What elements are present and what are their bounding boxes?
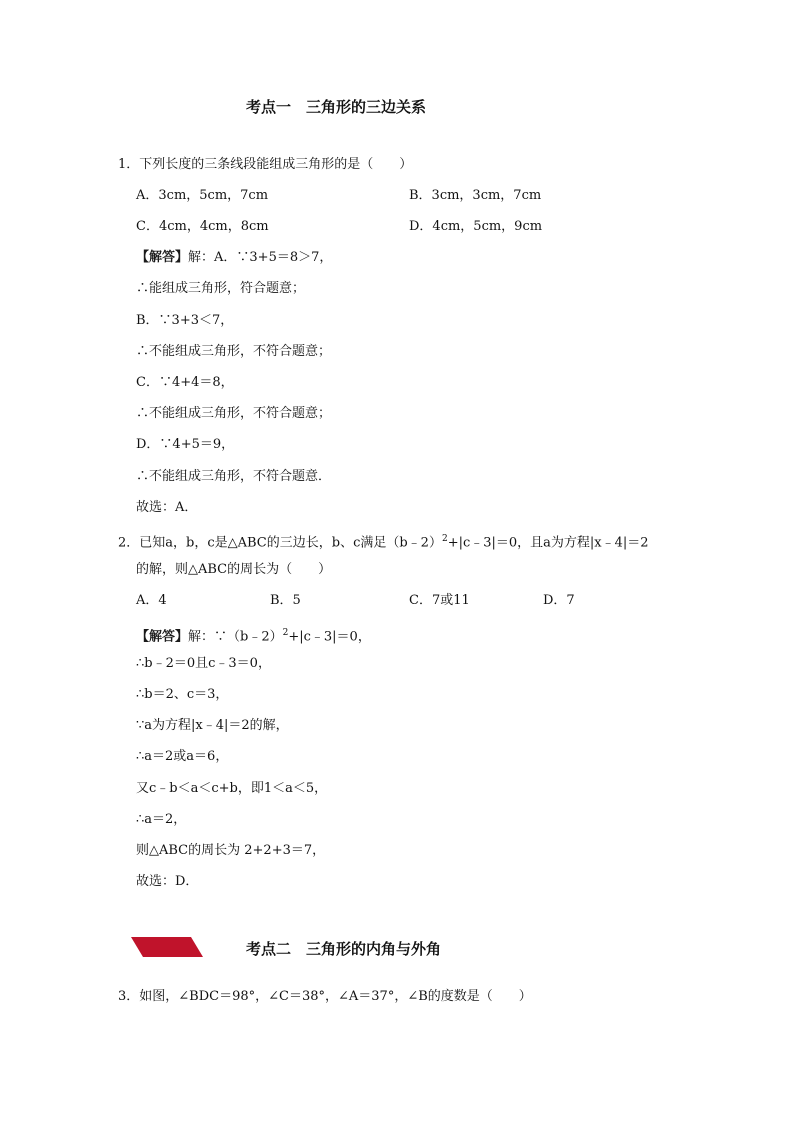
question-1-option-a: A．3cm，5cm，7cm <box>136 188 269 203</box>
section-banner-shape <box>131 937 203 957</box>
question-1-stem: 1．下列长度的三条线段能组成三角形的是（ ） <box>118 157 413 172</box>
question-1-solution-line-0 <box>136 249 332 267</box>
exponent: 2 <box>282 628 289 638</box>
question-2-solution-line-1: ∴b﹣2＝0且c﹣3＝0， <box>136 656 271 671</box>
answer-tag: 【解答】 <box>136 629 189 645</box>
question-1-solution-line-5: ∴不能组成三角形，不符合题意； <box>136 406 332 421</box>
question-2-option-a: A．4 <box>136 593 167 608</box>
question-2-solution-line-0 <box>136 624 371 646</box>
stem-part: +|c﹣3|＝0，且a为方程|x﹣4|＝2 <box>447 535 649 551</box>
solution-text: 解：A．∵3+5＝8＞7， <box>188 250 333 265</box>
solution-text: +|c﹣3|＝0， <box>288 629 371 645</box>
question-1-solution-line-1: ∴能组成三角形，符合题意； <box>136 281 306 296</box>
question-2-solution-line-6: ∴a＝2， <box>136 812 187 827</box>
question-1-solution-line-3: ∴不能组成三角形，不符合题意； <box>136 344 332 359</box>
exponent: 2 <box>441 534 448 544</box>
answer-tag: 【解答】 <box>136 250 189 265</box>
section-1-title: 考点一 三角形的三边关系 <box>246 98 427 116</box>
question-2-option-b: B．5 <box>270 593 301 608</box>
question-2-solution-line-7: 则△ABC的周长为 2+2+3＝7， <box>136 843 326 858</box>
solution-text: 解：∵（b﹣2） <box>188 629 283 645</box>
question-3-stem: 3．如图，∠BDC＝98°，∠C＝38°，∠A＝37°，∠B的度数是（ ） <box>118 989 532 1004</box>
stem-part: 2．已知a，b，c是△ABC的三边长，b、c满足（b﹣2） <box>118 535 442 551</box>
question-2-solution-line-4: ∴a＝2或a＝6， <box>136 749 229 764</box>
question-1-solution-line-4: C．∵4+4＝8， <box>136 375 234 390</box>
question-1-option-b: B．3cm，3cm，7cm <box>409 188 542 203</box>
question-1-option-d: D．4cm，5cm，9cm <box>409 219 543 234</box>
question-1-solution-line-2: B．∵3+3＜7， <box>136 313 234 328</box>
question-1-solution-line-8: 故选：A． <box>136 500 198 515</box>
question-2-stem-line-2: 的解，则△ABC的周长为（ ） <box>136 562 332 577</box>
question-2-solution-line-3: ∵a为方程|x﹣4|＝2的解， <box>136 718 289 733</box>
question-2-option-c: C．7或11 <box>409 593 470 608</box>
question-1-option-c: C．4cm，4cm，8cm <box>136 219 269 234</box>
question-1-solution-line-7: ∴不能组成三角形，不符合题意． <box>136 469 332 484</box>
section-2-title: 考点二 三角形的内角与外角 <box>246 940 442 958</box>
question-2-solution-line-8: 故选：D． <box>136 874 199 889</box>
question-2-stem-line-1 <box>118 530 649 552</box>
question-2-option-d: D．7 <box>543 593 575 608</box>
question-2-solution-line-5: 又c﹣b＜a＜c+b，即1＜a＜5， <box>136 781 328 796</box>
question-1-solution-line-6: D．∵4+5＝9， <box>136 437 235 452</box>
question-2-solution-line-2: ∴b＝2、c＝3， <box>136 687 229 702</box>
